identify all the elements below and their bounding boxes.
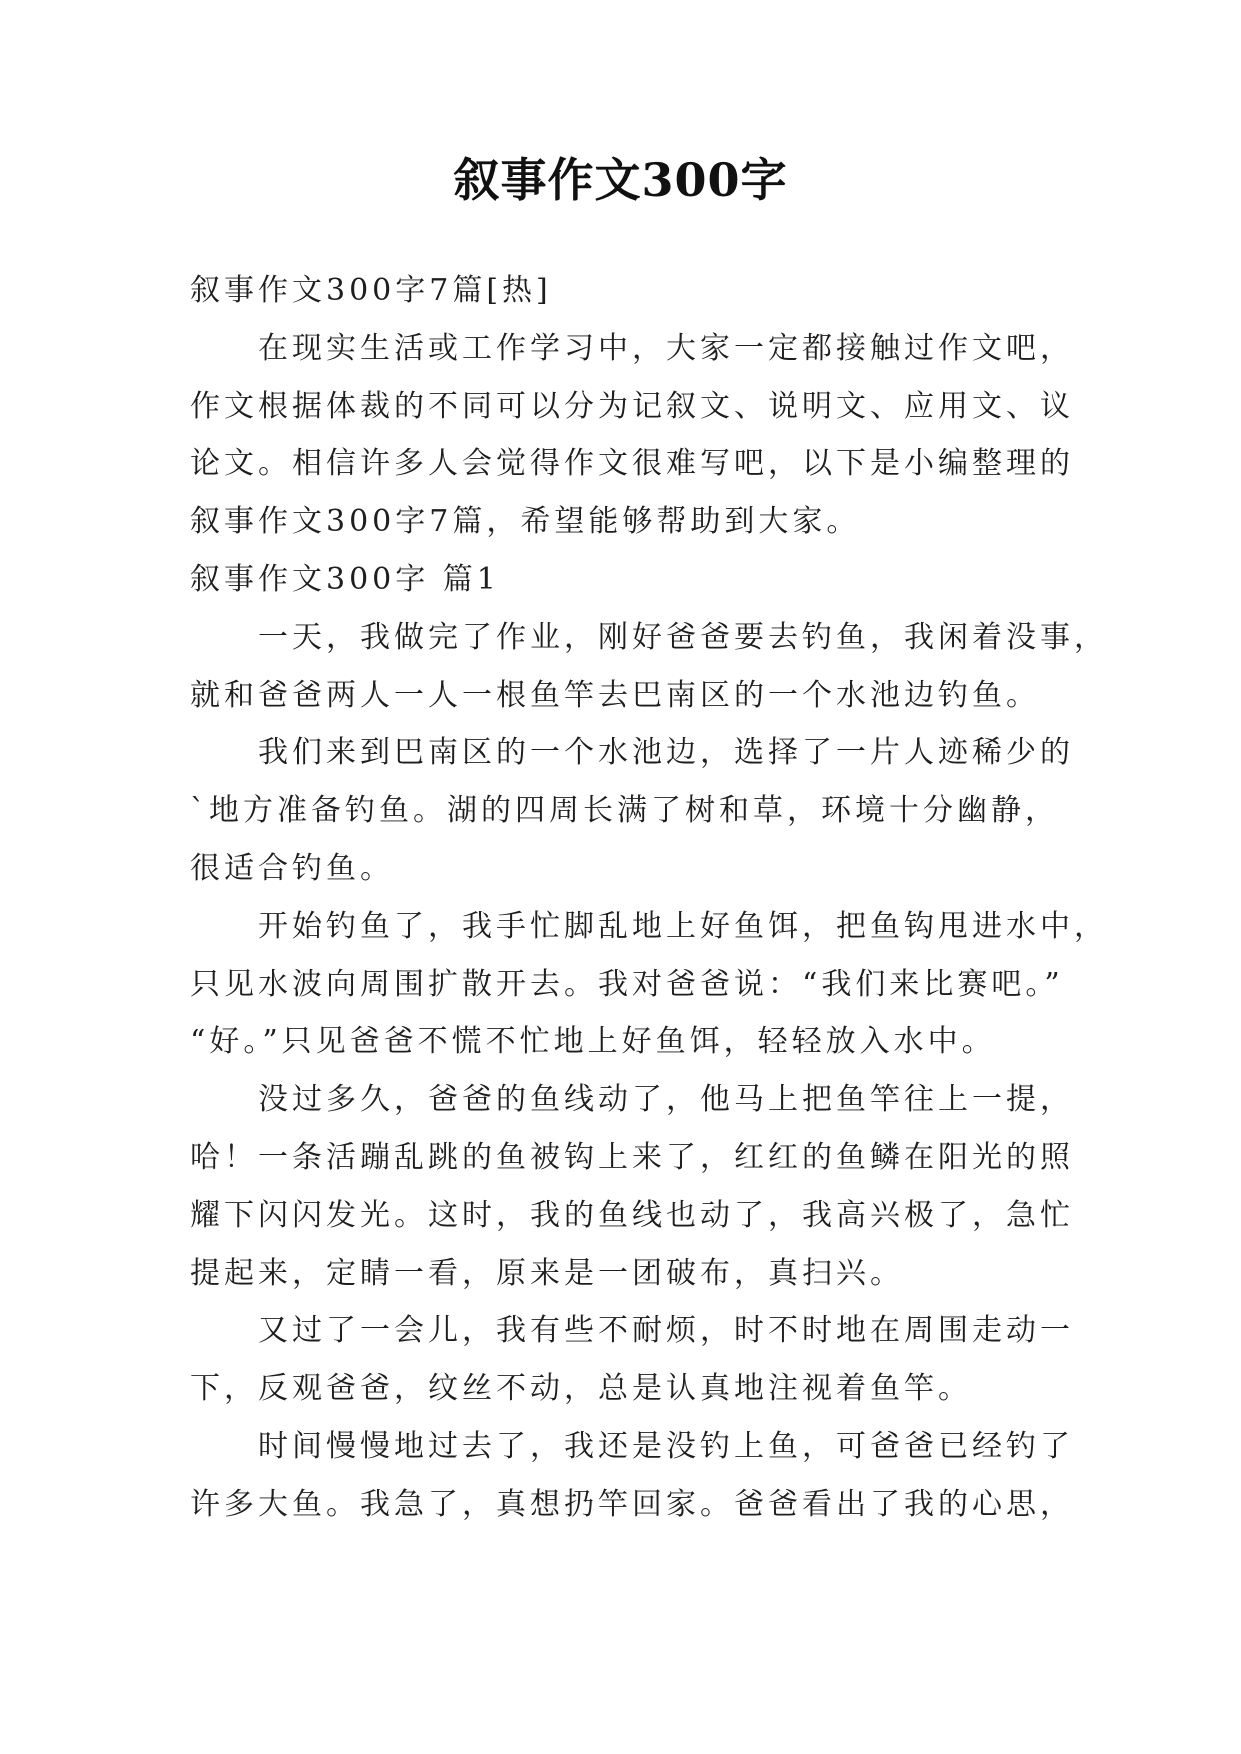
text-line: 一天，我做完了作业，刚好爸爸要去钓鱼，我闲着没事，: [258, 619, 1108, 655]
text-line: 在现实生活或工作学习中，大家一定都接触过作文吧，: [258, 330, 1074, 366]
text-line: 哈！一条活蹦乱跳的鱼被钩上来了，红红的鱼鳞在阳光的照: [190, 1139, 1074, 1175]
text-line: 叙事作文300字7篇，希望能够帮助到大家。: [190, 504, 861, 540]
text-line: 很适合钓鱼。: [190, 850, 394, 886]
text-line: “好。”只见爸爸不慌不忙地上好鱼饵，轻轻放入水中。: [190, 1024, 996, 1060]
text-line: 又过了一会儿，我有些不耐烦，时不时地在周围走动一: [258, 1313, 1074, 1349]
text-line: 作文根据体裁的不同可以分为记叙文、说明文、应用文、议: [190, 388, 1074, 424]
text-line: 开始钓鱼了，我手忙脚乱地上好鱼饵，把鱼钩甩进水中，: [258, 908, 1108, 944]
text-line: 提起来，定睛一看，原来是一团破布，真扫兴。: [190, 1255, 904, 1291]
text-line: 叙事作文300字7篇[热]: [190, 273, 552, 308]
document-title: 叙事作文300字: [453, 153, 788, 207]
text-line: 时间慢慢地过去了，我还是没钓上鱼，可爸爸已经钓了: [258, 1428, 1074, 1464]
text-line: 只见水波向周围扩散开去。我对爸爸说：“我们来比赛吧。”: [190, 966, 1064, 1002]
text-line: 叙事作文300字 篇1: [190, 561, 500, 597]
text-line: `地方准备钓鱼。湖的四周长满了树和草，环境十分幽静，: [190, 793, 1059, 829]
text-line: 耀下闪闪发光。这时，我的鱼线也动了，我高兴极了，急忙: [190, 1197, 1074, 1233]
text-line: 下，反观爸爸，纹丝不动，总是认真地注视着鱼竿。: [190, 1371, 972, 1407]
text-line: 论文。相信许多人会觉得作文很难写吧，以下是小编整理的: [190, 446, 1074, 482]
document-body: [190, 262, 1108, 1534]
text-line: 就和爸爸两人一人一根鱼竿去巴南区的一个水池边钓鱼。: [190, 677, 1040, 713]
text-line: 没过多久，爸爸的鱼线动了，他马上把鱼竿往上一提，: [258, 1082, 1074, 1118]
text-line: 许多大鱼。我急了，真想扔竿回家。爸爸看出了我的心思，: [190, 1486, 1074, 1522]
text-line: 我们来到巴南区的一个水池边，选择了一片人迹稀少的: [258, 735, 1074, 771]
